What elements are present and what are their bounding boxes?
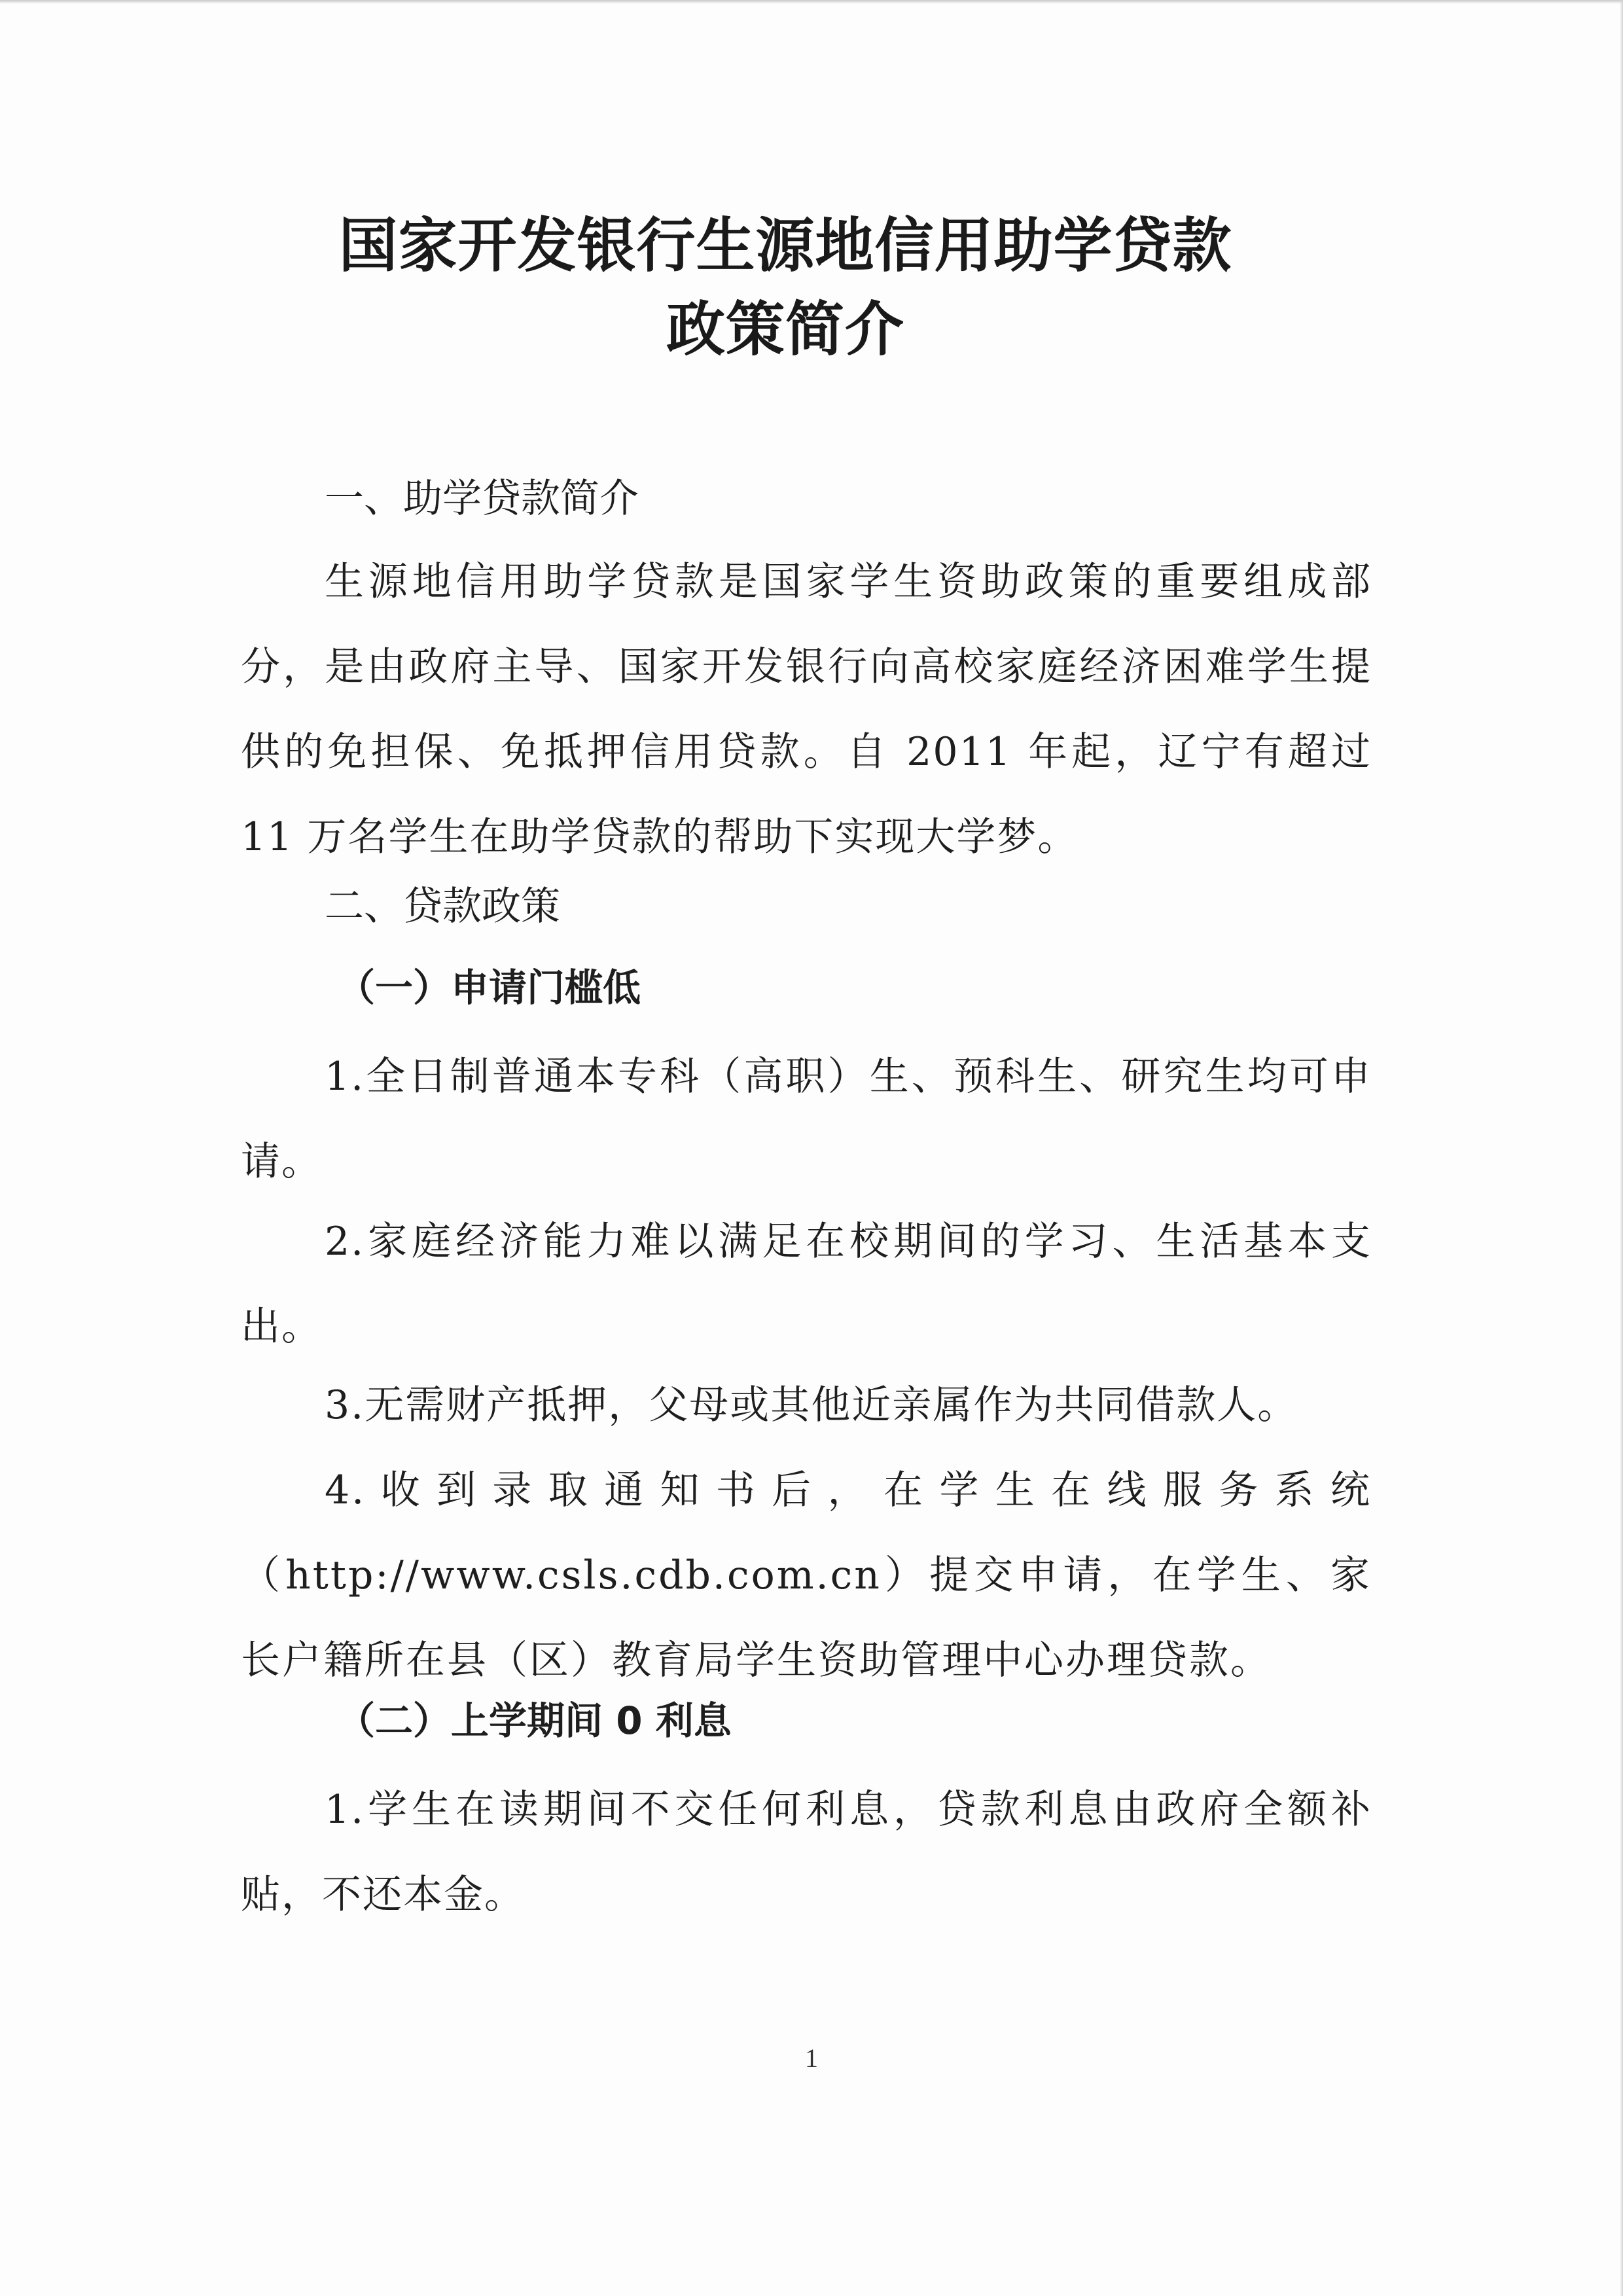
document-title-line-1: 国家开发银行生源地信用助学贷款 bbox=[338, 211, 1232, 280]
section-2-heading: 二、贷款政策 bbox=[325, 884, 560, 929]
scan-right-edge bbox=[1620, 0, 1623, 2296]
subsection-1-item-4: 4.收到录取通知书后，在学生在线服务系统（http://www.csls.cdb.com.cn）提交申请，在学生、家长户籍所在县（区）教育局学生资助管理中心办理贷款。 bbox=[241, 1467, 1372, 1683]
subsection-1-item-1: 1.全日制普通本专科（高职）生、预科生、研究生均可申请。 bbox=[241, 1054, 1372, 1185]
subsection-2-heading: （二）上学期间 0 利息 bbox=[337, 1698, 732, 1743]
section-1-paragraph: 生源地信用助学贷款是国家学生资助政策的重要组成部分，是由政府主导、国家开发银行向高校家庭经济困难学生提供的免担保、免抵押信用贷款。自 2011 年起，辽宁有超过 11 万名学生在助学贷款的帮助下实现大学梦。 bbox=[241, 559, 1372, 860]
scan-top-edge bbox=[0, 0, 1623, 4]
section-1-heading: 一、助学贷款简介 bbox=[325, 476, 639, 522]
subsection-1-item-2: 2.家庭经济能力难以满足在校期间的学习、生活基本支出。 bbox=[241, 1219, 1372, 1350]
page-number: 1 bbox=[805, 2043, 818, 2073]
subsection-2-item-1: 1.学生在读期间不交任何利息，贷款利息由政府全额补贴，不还本金。 bbox=[241, 1787, 1372, 1918]
subsection-1-item-3: 3.无需财产抵押，父母或其他近亲属作为共同借款人。 bbox=[325, 1382, 1298, 1428]
document-title-line-2: 政策简介 bbox=[666, 295, 904, 364]
subsection-1-heading: （一）申请门槛低 bbox=[337, 965, 641, 1010]
